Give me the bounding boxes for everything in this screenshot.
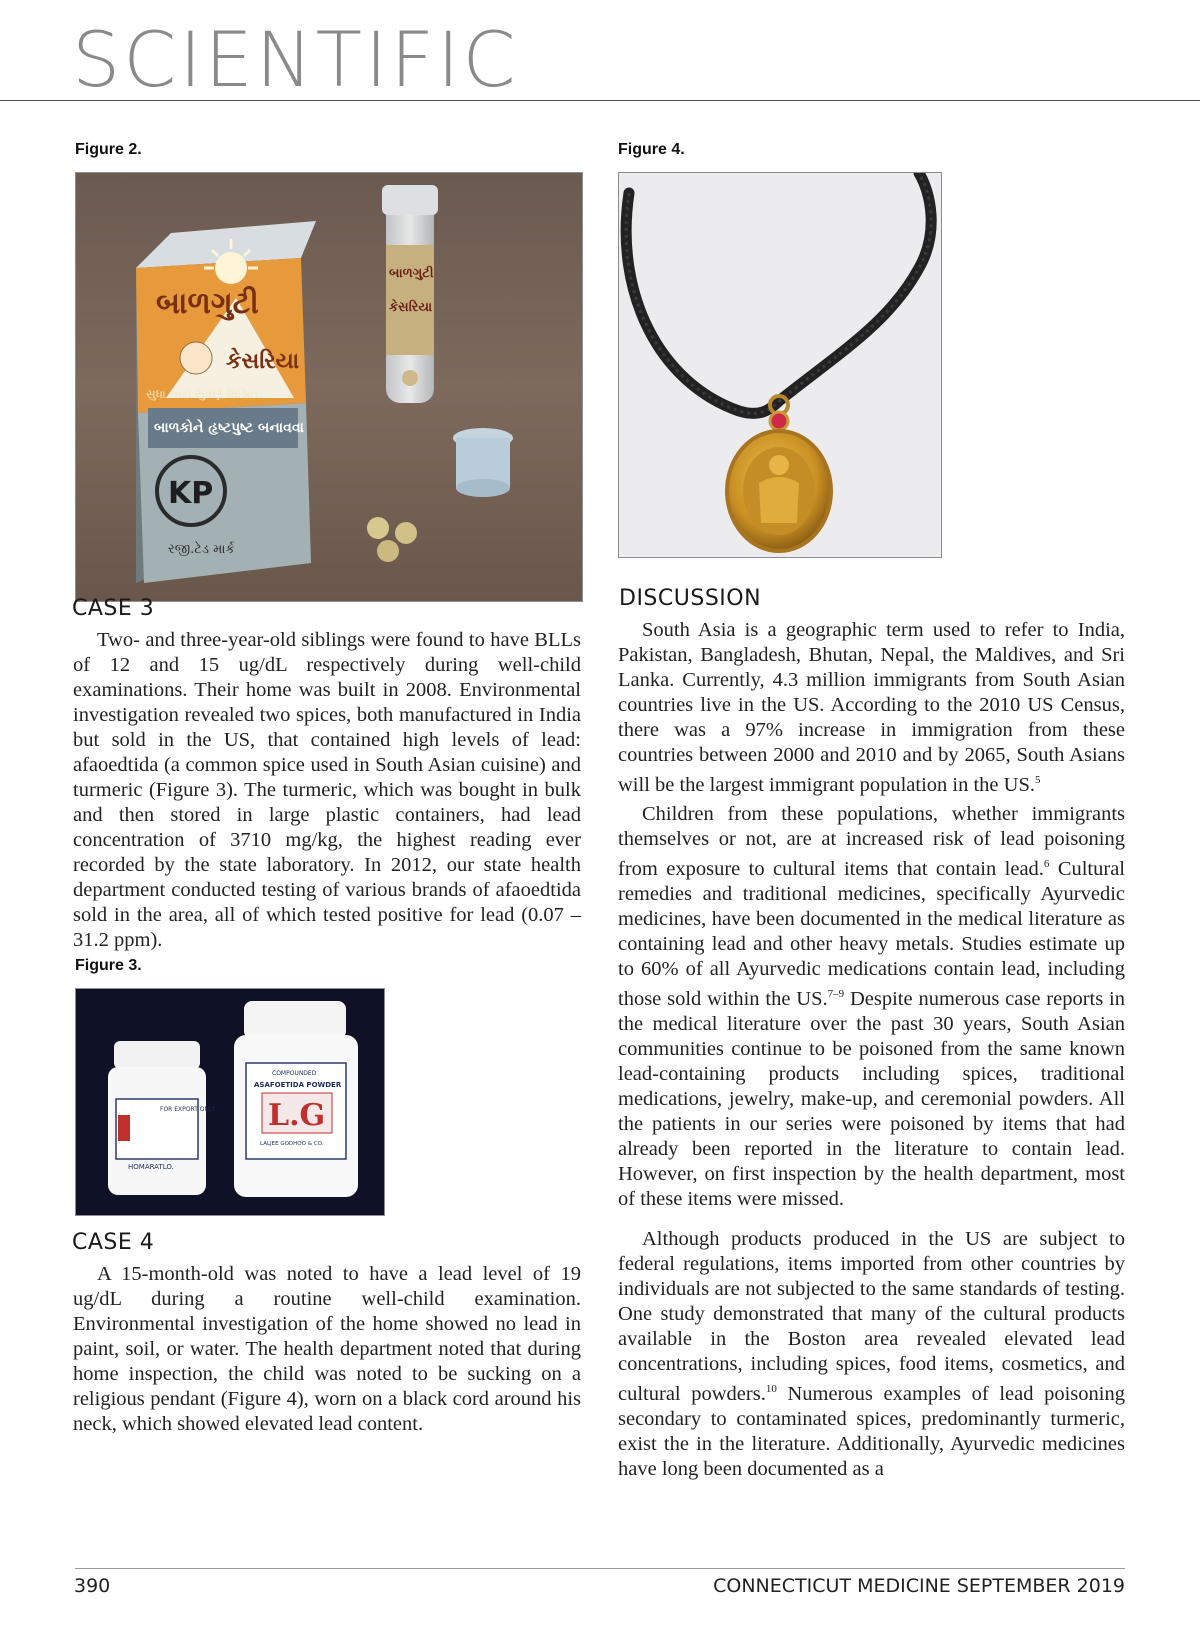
- religious-pendant-photo: [619, 173, 941, 557]
- figure-2-image: [75, 172, 583, 602]
- discussion-paragraph-2: [618, 802, 1125, 1212]
- discussion-p1-text: South Asia is a geographic term used to refer to India, Pakistan, Bangladesh, Bhutan, Nepal, the Maldives, and Sri Lanka. Currently, 4.3 million immigrants from South Asian countries live in the US. According to the 2010 US Census, there was a 97% increase in immigration from these countries between 2000 and 2010 and by 2065, South Asians will be the largest immigrant population in the US.: [618, 619, 1125, 796]
- case-3-body: Two- and three-year-old siblings were found to have BLLs of 12 and 15 ug/dL respectively during well-child examinations. Their home was built in 2008. Environmental investigation revealed two spices, both manufactured in India but sold in the US, that contained high levels of lead: afaoedtida (a common spice used in South Asian cuisine) and turmeric (Figure 3). The turmeric, which was bought in bulk and then stored in large plastic containers, had lead concentration of 3710 mg/kg, the highest reading ever recorded by the state laboratory. In 2012, our state health department conducted testing of various brands of afaoedtida sold in the area, all of which tested positive for lead (0.07 – 31.2 ppm).: [73, 629, 581, 951]
- box-subtitle-text: કેસરિયા: [226, 349, 300, 374]
- box-reg-text: રજી.ટેડ માર્ક: [168, 542, 235, 557]
- header-rule: [0, 100, 1200, 101]
- spice-jars-photo: [76, 989, 384, 1215]
- case-4-body: A 15-month-old was noted to have a lead level of 19 ug/dL during a routine well-child examination. Environmental investigation of the home showed no lead in paint, soil, or water. The health department noted that during home inspection, the child was noted to be sucking on a religious pendant (Figure 4), worn on a black cord around his neck, which showed elevated lead content.: [73, 1263, 581, 1435]
- box-brand-logo: KP: [168, 476, 214, 511]
- small-jar-export-text: FOR EXPORT ONLY: [160, 1106, 216, 1113]
- discussion-p2-text-b: Cultural remedies and traditional medicines, specifically Ayurvedic medicines, have been documented in the medical literature as containing lead and other heavy metals. Studies estimate up to 60% of all Ayurvedic medications contain lead, including those sold within the US.: [618, 857, 1125, 1010]
- vial-sublabel-text: કેસરિયા: [389, 300, 433, 315]
- large-jar-top-text: COMPOUNDED: [272, 1070, 317, 1077]
- discussion-paragraph-3: [618, 1227, 1125, 1482]
- discussion-p3-text-a: Although products produced in the US are subject to federal regulations, items imported from other countries by individuals are not subjected to the same standards of testing. One study demonstrated that many of the cultural products available in the Boston area revealed elevated lead concentrations, including spices, food items, cosmetics, and cultural powders.: [618, 1228, 1125, 1405]
- journal-title: CONNECTICUT MEDICINE SEPTEMBER 2019: [713, 1575, 1125, 1597]
- case-3-heading: CASE 3: [72, 596, 155, 621]
- vial-label-text: બાળગુટી: [389, 266, 434, 281]
- large-jar-name-text: ASAFOETIDA POWDER: [254, 1081, 342, 1089]
- citation-7-9: 7–9: [827, 987, 845, 1000]
- small-jar-label-text: HOMARATLO.: [128, 1163, 174, 1171]
- case-4-heading: CASE 4: [72, 1230, 155, 1255]
- large-jar-brand-text: L.G: [268, 1098, 326, 1133]
- figure-4-image: [618, 172, 942, 558]
- large-jar-maker-text: LALJEE GODHOO & CO.: [260, 1141, 324, 1147]
- figure-4-label: Figure 4.: [618, 141, 685, 158]
- discussion-p2-text-a: Children from these populations, whether immigrants themselves or not, are at increased risk of lead poisoning from exposure to cultural items that contain lead.: [618, 803, 1125, 880]
- footer-rule: [75, 1568, 1125, 1569]
- box-title-text: બાળગુટી: [156, 286, 259, 321]
- discussion-heading: DISCUSSION: [619, 586, 762, 611]
- figure-3-image: [75, 988, 385, 1216]
- discussion-paragraph-1: [618, 618, 1125, 798]
- citation-5: 5: [1034, 774, 1041, 786]
- figure-2-label: Figure 2.: [75, 141, 142, 158]
- section-header: SCIENTIFIC: [72, 15, 519, 104]
- citation-10: 10: [765, 1383, 777, 1395]
- spice-box-photo: [76, 173, 582, 601]
- citation-6: 6: [1043, 858, 1050, 870]
- figure-3-label: Figure 3.: [75, 957, 142, 974]
- page-number: 390: [74, 1575, 111, 1597]
- box-tagline-text: સુધા અને સુવર્ણ મિશ્રિત: [146, 387, 259, 401]
- discussion-p2-text-c: Despite numerous case reports in the medical literature over the past 30 years, South Asian communities continue to be poisoned from the same known lead-containing products including spices, traditional medications, jewelry, make-up, and ceremonial powders. All the patients in our series were poisoned by items that had already been reported in the literature to contain lead. However, on first inspection by the health department, most of these items were missed.: [618, 987, 1125, 1210]
- discussion-p3-text-b: Numerous examples of lead poisoning secondary to contaminated spices, predominantly turmeric, exist the in the literature. Additionally, Ayurvedic medicines have long been documented as a: [618, 1382, 1125, 1480]
- box-bottom-text: બાળકોને હૃષ્ટપુષ્ટ બનાવવા: [154, 420, 304, 436]
